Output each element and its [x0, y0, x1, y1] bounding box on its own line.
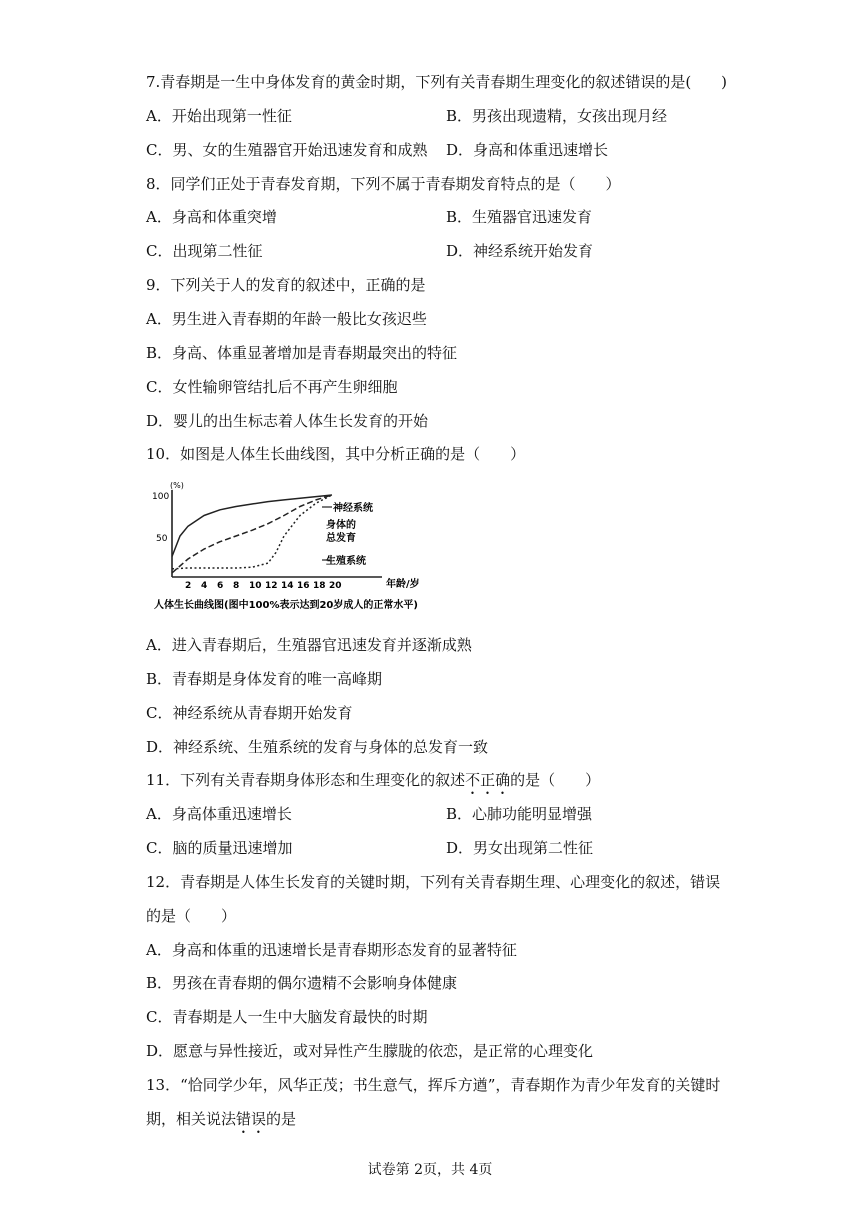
x-tick-label: 16 — [297, 581, 310, 591]
growth-curves — [172, 495, 332, 573]
q8-option-c: C．出现第二性征 — [146, 242, 263, 260]
q12-option-b: B．男孩在青春期的偶尔遗精不会影响身体健康 — [146, 974, 458, 992]
q10-stem: 10．如图是人体生长曲线图，其中分析正确的是（ ） — [146, 445, 526, 463]
y-tick-label-50: 50 — [156, 534, 168, 544]
q13-stem-line-1: 13．“恰同学少年，风华正茂；书生意气，挥斥方遒”，青春期作为青少年发育的关键时 — [146, 1076, 721, 1094]
q9-option-d: D．婴儿的出生标志着人体生长发育的开始 — [146, 412, 429, 430]
q11-option-d: D．男女出现第二性征 — [446, 839, 594, 857]
q11-option-c: C．脑的质量迅速增加 — [146, 839, 293, 857]
q7-option-c: C．男、女的生殖器官开始迅速发育和成熟 — [146, 141, 428, 159]
q8-option-a: A．身高和体重突增 — [146, 208, 277, 226]
q10-option-c: C．神经系统从青春期开始发育 — [146, 704, 353, 722]
x-tick-label: 20 — [329, 581, 342, 591]
q12-option-d: D．愿意与异性接近，或对异性产生朦胧的依恋，是正常的心理变化 — [146, 1042, 594, 1060]
q10-option-b: B．青春期是身体发育的唯一高峰期 — [146, 670, 383, 688]
q11-stem-post: 的是（ ） — [510, 771, 601, 789]
curve-series-3 — [172, 495, 332, 569]
curve-series-2 — [172, 495, 332, 573]
q7-option-b: B．男孩出现遗精，女孩出现月经 — [446, 107, 668, 125]
q11-option-b: B．心肺功能明显增强 — [446, 805, 593, 823]
x-tick-label: 18 — [313, 581, 326, 591]
x-tick-label: 12 — [265, 581, 278, 591]
q11-stem-pre: 11．下列有关青春期身体形态和生理变化的叙述 — [146, 771, 466, 789]
curve-series-1 — [172, 495, 332, 557]
q10-option-d: D．神经系统、生殖系统的发育与身体的总发育一致 — [146, 738, 489, 756]
q9-option-b: B．身高、体重显著增加是青春期最突出的特征 — [146, 344, 458, 362]
q9-stem: 9．下列关于人的发育的叙述中，正确的是 — [146, 276, 426, 294]
q8-stem: 8．同学们正处于青春发育期，下列不属于青春期发育特点的是（ ） — [146, 175, 621, 193]
x-tick-label: 10 — [249, 581, 262, 591]
x-tick-label: 8 — [233, 581, 240, 591]
label-body-growth-2: 总发育 — [326, 533, 356, 544]
growth-curve-chart — [150, 480, 480, 620]
x-tick-label: 4 — [201, 581, 208, 591]
label-nervous-system: 神经系统 — [333, 503, 373, 514]
growth-curve-figure — [150, 480, 480, 620]
q11-stem — [146, 770, 600, 798]
q9-option-a: A．男生进入青春期的年龄一般比女孩迟些 — [146, 310, 427, 328]
q8-option-d: D．神经系统开始发育 — [446, 242, 594, 260]
figure-caption: 人体生长曲线图(图中100%表示达到20岁成人的正常水平) — [154, 600, 418, 611]
q13-stem-pre: 期，相关说法 — [146, 1110, 237, 1128]
q12-stem-line-2: 的是（ ） — [146, 907, 237, 925]
q9-option-c: C．女性输卵管结扎后不再产生卵细胞 — [146, 378, 398, 396]
q8-option-b: B．生殖器官迅速发育 — [446, 208, 593, 226]
q13-stem-emphasis: 错误 — [236, 1110, 267, 1128]
x-tick-label: 14 — [281, 581, 294, 591]
label-reproductive-system: 生殖系统 — [326, 556, 366, 567]
y-tick-label-100: 100 — [152, 492, 170, 502]
label-body-growth-1: 身体的 — [326, 520, 356, 531]
x-tick-labels — [185, 581, 342, 591]
y-unit-label: (%) — [170, 481, 184, 490]
x-tick-label: 6 — [217, 581, 224, 591]
q7-option-d: D．身高和体重迅速增长 — [446, 141, 609, 159]
q12-stem-line-1: 12．青春期是人体生长发育的关键时期，下列有关青春期生理、心理变化的叙述，错误 — [146, 873, 721, 891]
q12-option-a: A．身高和体重的迅速增长是青春期形态发育的显著特征 — [146, 941, 517, 959]
q7-option-a: A．开始出现第一性征 — [146, 107, 292, 125]
q10-option-a: A．进入青春期后，生殖器官迅速发育并逐渐成熟 — [146, 636, 472, 654]
q11-option-a: A．身高体重迅速增长 — [146, 805, 292, 823]
x-axis-title: 年龄/岁 — [386, 579, 420, 590]
q7-stem: 7.青春期是一生中身体发育的黄金时期，下列有关青春期生理变化的叙述错误的是( ) — [146, 73, 728, 91]
x-tick-label: 2 — [185, 581, 192, 591]
q13-stem-post: 的是 — [266, 1110, 297, 1128]
q11-stem-emphasis: 不正确 — [465, 771, 511, 789]
page-footer: 试卷第 2页，共 4页 — [367, 1162, 493, 1178]
q12-option-c: C．青春期是人一生中大脑发育最快的时期 — [146, 1008, 428, 1026]
q13-stem-line-2 — [146, 1109, 296, 1137]
